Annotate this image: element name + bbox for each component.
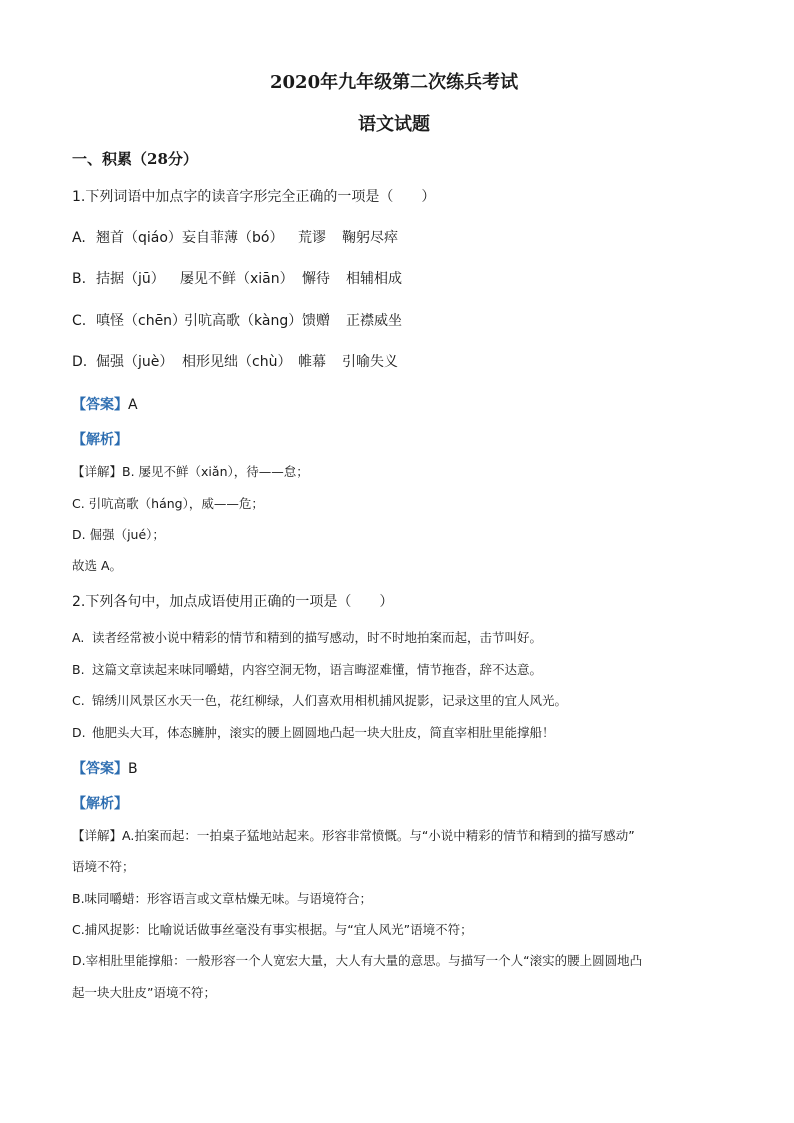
question-2-detail-2: 语境不符；	[72, 859, 135, 874]
option-word: 引喻失义	[342, 354, 398, 370]
section-heading: 一、积累（28分）	[72, 150, 198, 168]
question-1-detail-1	[72, 463, 309, 481]
question-1-option-b	[72, 270, 402, 288]
option-letter: C.	[72, 693, 85, 708]
answer-tag: 【答案】	[72, 761, 128, 777]
question-1-option-d	[72, 353, 398, 371]
question-2-option-a	[72, 629, 542, 647]
option-word: 正襟威坐	[346, 313, 402, 329]
option-word: 屡见不鲜（xiān）	[180, 271, 294, 287]
option-letter: D.	[72, 725, 86, 740]
question-1-detail-2: C. 引吭高歌（háng），威——危；	[72, 496, 264, 511]
option-letter: A.	[72, 230, 86, 246]
option-text: 读者经常被小说中精彩的情节和精到的描写感动，时不时地拍案而起，击节叫好。	[92, 630, 543, 645]
detail-text: B. 屡见不鲜（xiǎn），待——怠；	[122, 464, 309, 479]
question-2-detail-1	[72, 827, 635, 845]
question-1-detail-3: D. 倔强（jué）；	[72, 527, 165, 542]
option-letter: B.	[72, 662, 85, 677]
option-word: 拮据（jū）	[96, 271, 165, 287]
option-word: 引吭高歌（kàng）	[184, 313, 303, 329]
question-2-option-d	[72, 724, 555, 742]
option-word: 荒谬	[298, 230, 326, 246]
answer-value: A	[128, 397, 138, 413]
option-word: 妄自菲薄（bó）	[182, 230, 284, 246]
option-word: 相辅相成	[346, 271, 402, 287]
option-letter: A.	[72, 630, 85, 645]
detail-tag: 【详解】	[72, 828, 123, 843]
detail-tag: 【详解】	[72, 464, 123, 479]
question-1-answer	[72, 396, 138, 414]
page-title: 2020年九年级第二次练兵考试	[270, 72, 519, 93]
analysis-tag: 【解析】	[72, 432, 128, 448]
answer-value: B	[128, 761, 138, 777]
question-2-detail-3: B.味同嚼蜡：形容语言或文章枯燥无味。与语境符合；	[72, 891, 373, 906]
question-2-detail-4: C.捕风捉影：比喻说话做事丝毫没有事实根据。与“宜人风光”语境不符；	[72, 922, 473, 937]
question-2-analysis	[72, 795, 128, 813]
option-word: 帷幕	[298, 354, 326, 370]
question-1-option-a	[72, 229, 398, 247]
question-2-detail-5: D.宰相肚里能撑船：一般形容一个人宽宏大量，大人有大量的意思。与描写一个人“滚实的腰上圆圆地凸	[72, 953, 643, 968]
option-text: 他肥头大耳，体态臃肿，滚实的腰上圆圆地凸起一块大肚皮，简直宰相肚里能撑船！	[92, 725, 555, 740]
option-letter: B.	[72, 271, 87, 287]
question-2-stem: 2.下列各句中，加点成语使用正确的一项是（ ）	[72, 594, 394, 610]
question-1-stem: 1.下列词语中加点字的读音字形完全正确的一项是（ ）	[72, 189, 436, 205]
option-word: 翘首（qiáo）	[96, 230, 182, 246]
analysis-tag: 【解析】	[72, 796, 128, 812]
question-1-option-c	[72, 312, 402, 330]
question-1-detail-4: 故选 A。	[72, 558, 123, 573]
detail-text: A.拍案而起：一拍桌子猛地站起来。形容非常愤慨。与“小说中精彩的情节和精到的描写感动”	[122, 828, 635, 843]
page-subtitle: 语文试题	[358, 114, 430, 135]
option-word: 倔强（juè）	[96, 354, 174, 370]
option-letter: D.	[72, 354, 88, 370]
option-text: 锦绣川风景区水天一色，花红柳绿，人们喜欢用相机捕风捉影，记录这里的宜人风光。	[92, 693, 568, 708]
option-text: 这篇文章读起来味同嚼蜡，内容空洞无物，语言晦涩难懂，情节拖沓，辞不达意。	[92, 662, 543, 677]
question-1-analysis	[72, 431, 128, 449]
question-2-answer	[72, 760, 138, 778]
question-2-option-c	[72, 692, 567, 710]
option-word: 嗔怪（chēn）	[96, 313, 187, 329]
option-letter: C.	[72, 313, 87, 329]
option-word: 相形见绌（chù）	[182, 354, 292, 370]
option-word: 馈赠	[302, 313, 330, 329]
question-2-option-b	[72, 661, 542, 679]
question-2-detail-6: 起一块大肚皮”语境不符；	[72, 985, 216, 1000]
answer-tag: 【答案】	[72, 397, 128, 413]
option-word: 懈待	[302, 271, 330, 287]
option-word: 鞠躬尽瘁	[342, 230, 398, 246]
